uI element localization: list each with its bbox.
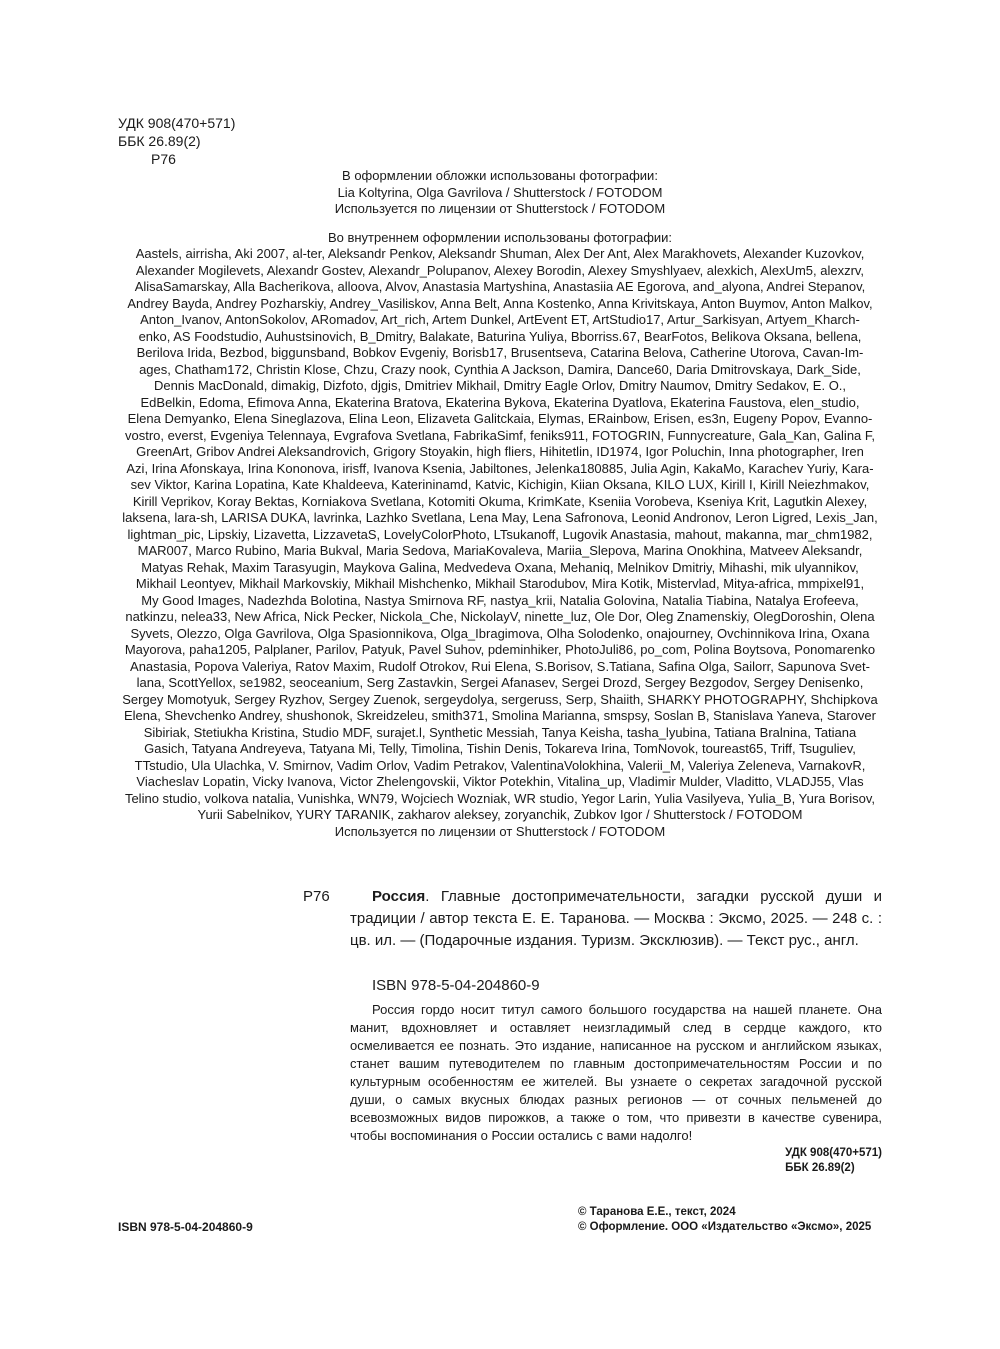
interior-credits-line: Alexander Mogilevets, Alexandr Gostev, Alexandr_Polupanov, Alexey Borodin, Alexey Smyshlyaev, alexkich, AlexUm5, alexzrv, bbox=[135, 262, 865, 278]
interior-credits-line: Sibiriak, Stetiukha Kristina, Studio MDF, surajet.l, Synthetic Messiah, Tanya Keisha, tasha_lyubina, Tatiana Bralnina, Tatiana bbox=[143, 724, 857, 740]
interior-credits-line: Kirill Veprikov, Koray Bektas, Korniakova Svetlana, Kotomiti Okuma, KrimKate, Kseniia Vorobeva, Kseniya Krit, Lagutkin Alexey, bbox=[132, 493, 868, 509]
interior-credits-line: Aastels, airrisha, Aki 2007, al-ter, Aleksandr Penkov, Aleksandr Shuman, Alex Der Ant, Alex Marakhovets, Alexander Kuzovkov, bbox=[135, 246, 865, 261]
udk-block bbox=[118, 114, 235, 168]
copyright-design: © Оформление. ООО «Издательство «Эксмо», 2025 bbox=[578, 1221, 872, 1233]
book-title: Россия bbox=[372, 888, 426, 905]
photo-credits bbox=[118, 168, 882, 840]
bbk-code: ББК 26.89(2) bbox=[118, 133, 201, 149]
interior-credits-line: Andrey Bayda, Andrey Pozharskiy, Andrey_Vasiliskov, Anna Belt, Anna Kostenko, Anna Krivitskaya, Anton Buymov, Anton Malkov, bbox=[127, 295, 873, 311]
bibliographic-record bbox=[350, 886, 882, 952]
interior-credits-line: lightman_pic, Lipskiy, Lizavetta, LizzavetaS, LovelyColorPhoto, LTsukanoff, Lugovik Anastasia, mahout, makanna, mar_chm1982, bbox=[127, 526, 873, 542]
biblio-author-code: Р76 bbox=[303, 888, 330, 905]
interior-credits-line: Gasich, Tatyana Andreyeva, Tatyana Mi, Telly, Timolina, Tishin Denis, Tokareva Irina, TomNovok, toureast65, Triff, Tsuguliev, bbox=[144, 741, 856, 756]
author-code: Р76 bbox=[151, 151, 176, 167]
interior-credits-line: TTstudio, Ula Ulachka, V. Smirnov, Vadim Orlov, Vadim Petrakov, ValentinaVolokhina, Valerii_M, Valeriya Zeleneva, VarnakovR, bbox=[134, 757, 866, 773]
bbk-code-bottom: ББК 26.89(2) bbox=[785, 1162, 855, 1174]
interior-credits-line: Matyas Rehak, Maxim Tarasyugin, Maykova Galina, Medvedeva Oxana, Mehaniq, Melnikov Dmitriy, Mihashi, mik ulyannikov, bbox=[141, 559, 859, 575]
interior-credits-line: Elena, Shevchenko Andrey, shushonok, Skreidzeleu, smith371, Smolina Marianna, smspsy, Soslan B, Stanislava Yaneva, Starover bbox=[123, 708, 876, 723]
interior-credits-license: Используется по лицензии от Shutterstock / FOTODOM bbox=[334, 823, 666, 839]
interior-credits-line: Mikhail Leontyev, Mikhail Markovskiy, Mikhail Mishchenko, Mikhail Starodubov, Mira Kotik, Mistervlad, Mitya-africa, mmpixel91, bbox=[135, 576, 865, 591]
interior-credits-line: Telino studio, volkova natalia, Vunishka, WN79, Wojciech Wozniak, WR studio, Yegor Larin, Yulia Vasilyeva, Yulia_B, Yura Borisov, bbox=[124, 790, 876, 806]
interior-credits-line: vostro, everst, Evgeniya Telennaya, Evgrafova Svetlana, FabrikaSimf, feniks911, FOTOGRIN, Funnycreature, Gala_Kan, Galina F, bbox=[124, 427, 876, 443]
copyright-block bbox=[578, 1205, 871, 1235]
interior-credits-line: Berilova Irida, Bezbod, biggunsband, Bobkov Evgeniy, Borisb17, Brusentseva, Catarina Belova, Catherine Utorova, Cavan-Im- bbox=[136, 345, 864, 360]
interior-credits-line: Azi, Irina Afonskaya, Irina Kononova, irisff, Ivanova Ksenia, Jabiltones, Jelenka180885, Julia Agin, KakaMo, Karachev Yuriy, Kara- bbox=[126, 460, 874, 476]
isbn-bottom: ISBN 978-5-04-204860-9 bbox=[118, 1220, 253, 1234]
interior-credits-line: GreenArt, Gribov Andrei Aleksandrovich, Grigory Stoyakin, high fliers, Hihitetlin, ID1974, Igor Poluchin, Inna photographer, Iren bbox=[136, 444, 864, 459]
cover-credits-authors: Lia Koltyrina, Olga Gavrilova / Shutterstock / FOTODOM bbox=[337, 184, 663, 200]
interior-credits-line: laksena, lara-sh, LARISA DUKA, lavrinka, Lazhko Svetlana, Lena May, Lena Safronova, Leonid Andronov, Leron Ligred, Lexis_Jan, bbox=[122, 510, 878, 525]
cover-credits-heading: В оформлении обложки использованы фотографии: bbox=[342, 168, 658, 183]
interior-credits-line: My Good Images, Nadezhda Bolotina, Nastya Smirnova RF, nastya_krii, Natalia Golovina, Natalia Tiabina, Natalya Erofeeva, bbox=[141, 592, 859, 608]
interior-credits-line: Anastasia, Popova Valeriya, Ratov Maxim, Rudolf Otrokov, Rui Elena, S.Borisov, S.Tatiana, Safina Olga, Sailorr, Sapunova Svet- bbox=[130, 658, 870, 674]
interior-credits-line: Yurii Sabelnikov, YURY TARANIK, zakharov aleksey, zoryanchik, Zubkov Igor / Shutterstock / FOTODOM bbox=[197, 807, 803, 822]
cover-credits-license: Используется по лицензии от Shutterstock / FOTODOM bbox=[334, 201, 666, 216]
interior-credits-line: Viacheslav Lopatin, Vicky Ivanova, Victor Zhelengovskii, Viktor Potekhin, Vitalina_up, Vladimir Mulder, Vladitto, VLADJ55, Vlas bbox=[136, 774, 864, 789]
udk-code-bottom: УДК 908(470+571) bbox=[785, 1147, 882, 1159]
classification-bottom bbox=[785, 1146, 882, 1176]
copyright-text: © Таранова Е.Е., текст, 2024 bbox=[578, 1206, 736, 1218]
annotation: Россия гордо носит титул самого большого государства на нашей планете. Она манит, вдохновляет и оставляет неизгладимый след в сердце каждого, кто осмеливается ее познать. Это издание, написанное на русском и английском языках, станет вашим путеводителем по главным достопримечательностям России и по культурным особенностям ее жителей. Вы узнаете о секретах загадочной русской души, о самых вкусных блюдах разных регионов — от сочных пельменей до всевозможных видов пирожков, а также о том, что привезти в качестве сувенира, чтобы воспоминания о России остались с вами надолго! bbox=[350, 1002, 882, 1143]
interior-credits-line: Anton_Ivanov, AntonSokolov, ARomadov, Art_rich, Artem Dunkel, ArtEvent ET, ArtStudio17, Artur_Sarkisyan, Artyem_Kharch- bbox=[140, 312, 860, 327]
interior-credits-line: Elena Demyanko, Elena Sineglazova, Elina Leon, Elizaveta Galitckaia, Elymas, ERainbow, Erisen, es3n, Eugeny Popov, Evanno- bbox=[127, 411, 873, 426]
interior-credits-line: sev Viktor, Karina Lopatina, Kate Khaldeeva, Katerininamd, Katvic, Kichigin, Kiian Oksana, KILO LUX, Kirill I, Kirill Neiezhmakov, bbox=[130, 477, 870, 492]
interior-credits-list bbox=[118, 246, 882, 824]
interior-credits-line: MAR007, Marco Rubino, Maria Bukval, Maria Sedova, MariaKovaleva, Mariia_Slepova, Marina Onokhina, Matveev Aleksandr, bbox=[137, 543, 863, 558]
interior-credits-line: AlisaSamarskay, Alla Bacherikova, alloova, Alvov, Anastasia Martyshina, Anastasiia AE Egorova, and_alyona, Andrei Stepanov, bbox=[134, 279, 866, 294]
interior-credits-line: Sergey Momotyuk, Sergey Ryzhov, Sergey Zuenok, sergeydolya, sergeruss, Serp, Shaiith, SHARKY PHOTOGRAPHY, Shchipkova bbox=[122, 691, 878, 707]
interior-credits-line: Dennis MacDonald, dimakig, Dizfoto, djgis, Dmitriev Mikhail, Dmitry Eagle Orlov, Dmitry Naumov, Dmitry Sedakov, E. O., bbox=[153, 378, 847, 393]
interior-credits-line: Syvets, Olezzo, Olga Gavrilova, Olga Spasionnikova, Olga_Ibragimova, Olha Solodenko, onajourney, Ovchinnikova Irina, Oxana bbox=[130, 625, 870, 641]
interior-credits-line: EdBelkin, Edoma, Efimova Anna, Ekaterina Bratova, Ekaterina Bykova, Ekaterina Dyatlova, Ekaterina Faustova, elen_studio, bbox=[140, 394, 860, 410]
interior-credits-heading: Во внутреннем оформлении использованы фотографии: bbox=[327, 229, 673, 245]
interior-credits-line: natkinzu, nelea33, New Africa, Nick Pecker, Nickola_Che, NickolayV, ninette_luz, Ole Dor, Oleg Znamenskiy, OlegDoroshin, Olena bbox=[125, 609, 875, 624]
udk-code: УДК 908(470+571) bbox=[118, 115, 236, 131]
isbn-record: ISBN 978-5-04-204860-9 bbox=[372, 977, 540, 994]
interior-credits-line: enko, AS Foodstudio, Auhustsinovich, B_Dmitry, Balakate, Baturina Yuliya, Bborriss.67, BearFotos, Belikova Oksana, bellena, bbox=[138, 328, 862, 344]
interior-credits-line: Mayorova, paha1205, Palplaner, Parilov, Patyuk, Pavel Suhov, pdeminhiker, PhotoJuli86, po_com, Polina Boytsova, Ponomarenko bbox=[124, 642, 876, 657]
interior-credits-line: lana, ScottYellox, se1982, seoceanium, Serg Zastavkin, Sergei Afanasev, Sergei Drozd, Sergey Bezgodov, Sergey Denisenko, bbox=[136, 675, 864, 690]
book-description: . Главные достопримечательности, загадки русской души и традиции / автор текста Е. Е. Таранова. — Москва : Эксмо, 2025. — 248 с. : цв. ил. — (Подарочные издания. Туризм. Эксклюзив). — Текст рус., англ. bbox=[350, 888, 882, 949]
interior-credits-line: ages, Chatham172, Christin Klose, Chzu, Crazy nook, Cynthia A Jackson, Damira, Dance60, Daria Dmitrovskaya, Dark_Side, bbox=[139, 361, 861, 377]
